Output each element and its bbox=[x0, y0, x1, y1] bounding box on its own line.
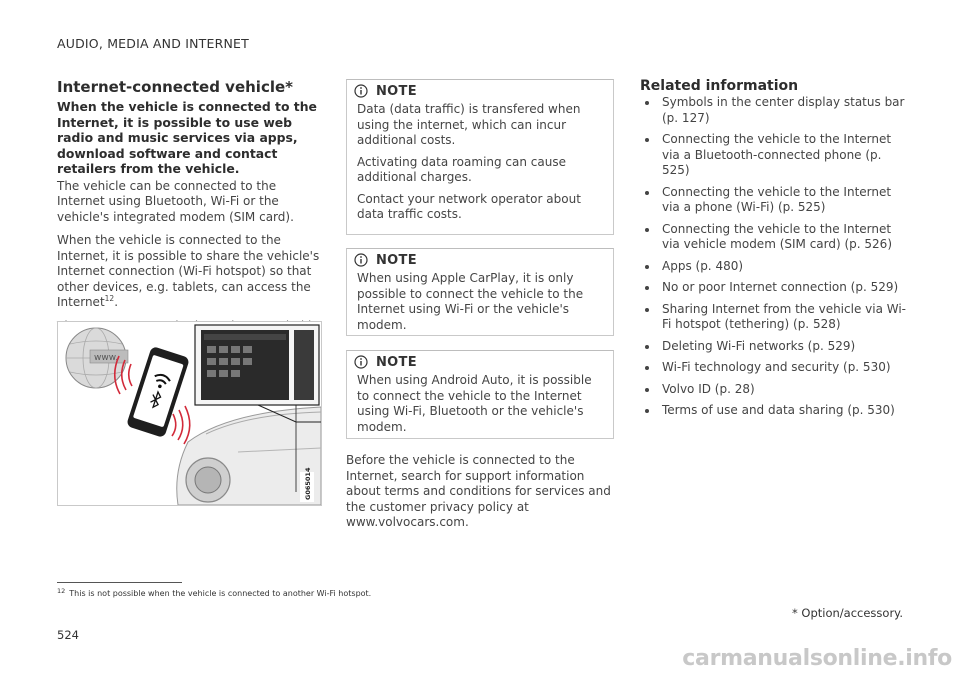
related-link-text: Deleting Wi-Fi networks (p. 529) bbox=[662, 338, 856, 353]
footnote-number: 12 bbox=[57, 587, 66, 595]
note-paragraph: When using Apple CarPlay, it is only possible to connect the vehicle to the Internet using Wi-Fi or the vehicle's modem. bbox=[357, 271, 584, 332]
related-link[interactable] bbox=[640, 360, 910, 376]
related-link-text: Connecting the vehicle to the Internet via a Bluetooth-connected phone (p. 525) bbox=[662, 132, 892, 177]
footnote bbox=[57, 587, 371, 598]
globe-www-label: www. bbox=[94, 353, 119, 363]
note-box-data-costs bbox=[346, 79, 614, 235]
running-header: AUDIO, MEDIA AND INTERNET bbox=[57, 36, 249, 51]
phone-icon bbox=[126, 346, 190, 438]
bullet-icon bbox=[645, 388, 649, 392]
option-accessory-note: * Option/accessory. bbox=[792, 606, 903, 620]
center-display-inset bbox=[195, 325, 321, 422]
related-link[interactable] bbox=[640, 339, 910, 355]
note-title: NOTE bbox=[376, 252, 417, 268]
note-box-android-auto bbox=[346, 350, 614, 439]
note-title: NOTE bbox=[376, 354, 417, 370]
intro-column bbox=[57, 78, 322, 358]
bullet-icon bbox=[645, 101, 649, 105]
bullet-icon bbox=[645, 228, 649, 232]
note-paragraph: When using Android Auto, it is possible to connect the vehicle to the Internet using Wi-Fi, Bluetooth or the vehicle's modem. bbox=[357, 373, 592, 434]
related-link[interactable] bbox=[640, 302, 910, 333]
footnote-divider bbox=[57, 582, 182, 583]
related-link-text: No or poor Internet connection (p. 529) bbox=[662, 280, 899, 294]
page-number: 524 bbox=[57, 628, 79, 642]
bullet-icon bbox=[645, 308, 649, 312]
related-title: Related information bbox=[640, 78, 799, 94]
related-link[interactable] bbox=[640, 382, 910, 398]
internet-illustration bbox=[57, 321, 322, 506]
body-paragraph-1: The vehicle can be connected to the Internet using Bluetooth, Wi-Fi or the vehicle's integrated modem (SIM card). bbox=[57, 178, 294, 224]
related-link-text: Symbols in the center display status bar (p. 127) bbox=[662, 95, 905, 125]
signal-waves-right bbox=[172, 406, 190, 444]
footnote-text: This is not possible when the vehicle is connected to another Wi-Fi hotspot. bbox=[69, 589, 372, 598]
lead-paragraph: When the vehicle is connected to the Internet, it is possible to use web radio and music services via apps, download software and contact retailers from the vehicle. bbox=[57, 99, 317, 176]
note-paragraph: Activating data roaming can cause additional charges. bbox=[357, 154, 566, 184]
related-link[interactable] bbox=[640, 222, 910, 253]
bullet-icon bbox=[645, 191, 649, 195]
bullet-icon bbox=[645, 366, 649, 370]
related-link-text: Apps (p. 480) bbox=[662, 258, 744, 273]
figure-code: G065014 bbox=[304, 467, 312, 500]
body-paragraph-2-text: When the vehicle is connected to the Internet, it is possible to share the vehicle's Internet connection (Wi-Fi hotspot) so that other devices, e.g. tablets, can access the Internet bbox=[57, 233, 320, 309]
related-link[interactable] bbox=[640, 95, 910, 126]
info-icon bbox=[354, 355, 368, 369]
body-paragraph-2 bbox=[57, 233, 322, 311]
note-paragraph: Data (data traffic) is transfered when using the internet, which can incur additional costs. bbox=[357, 102, 581, 147]
related-information bbox=[640, 78, 910, 425]
related-link-text: Sharing Internet from the vehicle via Wi-Fi hotspot (tethering) (p. 528) bbox=[662, 301, 907, 331]
bullet-icon bbox=[645, 138, 649, 142]
bullet-icon bbox=[645, 265, 649, 269]
note-box-carplay bbox=[346, 248, 614, 336]
info-icon bbox=[354, 253, 368, 267]
related-link-text: Connecting the vehicle to the Internet via a phone (Wi-Fi) (p. 525) bbox=[662, 184, 892, 214]
related-list bbox=[640, 95, 910, 419]
related-link[interactable] bbox=[640, 403, 910, 419]
related-link-text: Connecting the vehicle to the Internet via vehicle modem (SIM card) (p. 526) bbox=[662, 221, 892, 251]
watermark: carmanualsonline.info bbox=[682, 646, 952, 671]
related-link[interactable] bbox=[640, 280, 910, 296]
related-link-text: Wi-Fi technology and security (p. 530) bbox=[662, 360, 891, 374]
related-link[interactable] bbox=[640, 132, 910, 179]
note-title: NOTE bbox=[376, 83, 417, 99]
bullet-icon bbox=[645, 345, 649, 349]
related-link-text: Volvo ID (p. 28) bbox=[662, 381, 755, 396]
illustration-drawing bbox=[58, 322, 321, 505]
related-link-text: Terms of use and data sharing (p. 530) bbox=[662, 403, 895, 417]
body-paragraph-2-end: . bbox=[114, 295, 119, 309]
note-paragraph: Contact your network operator about data traffic costs. bbox=[357, 191, 581, 221]
section-title: Internet-connected vehicle* bbox=[57, 78, 293, 96]
related-link[interactable] bbox=[640, 185, 910, 216]
support-info-paragraph: Before the vehicle is connected to the Internet, search for support information about terms and conditions for services and the customer privacy policy at www.volvocars.com. bbox=[346, 453, 611, 529]
info-icon bbox=[354, 84, 368, 98]
footnote-ref[interactable]: 12 bbox=[104, 294, 115, 303]
related-link[interactable] bbox=[640, 259, 910, 275]
bullet-icon bbox=[645, 409, 649, 413]
bullet-icon bbox=[645, 286, 649, 290]
